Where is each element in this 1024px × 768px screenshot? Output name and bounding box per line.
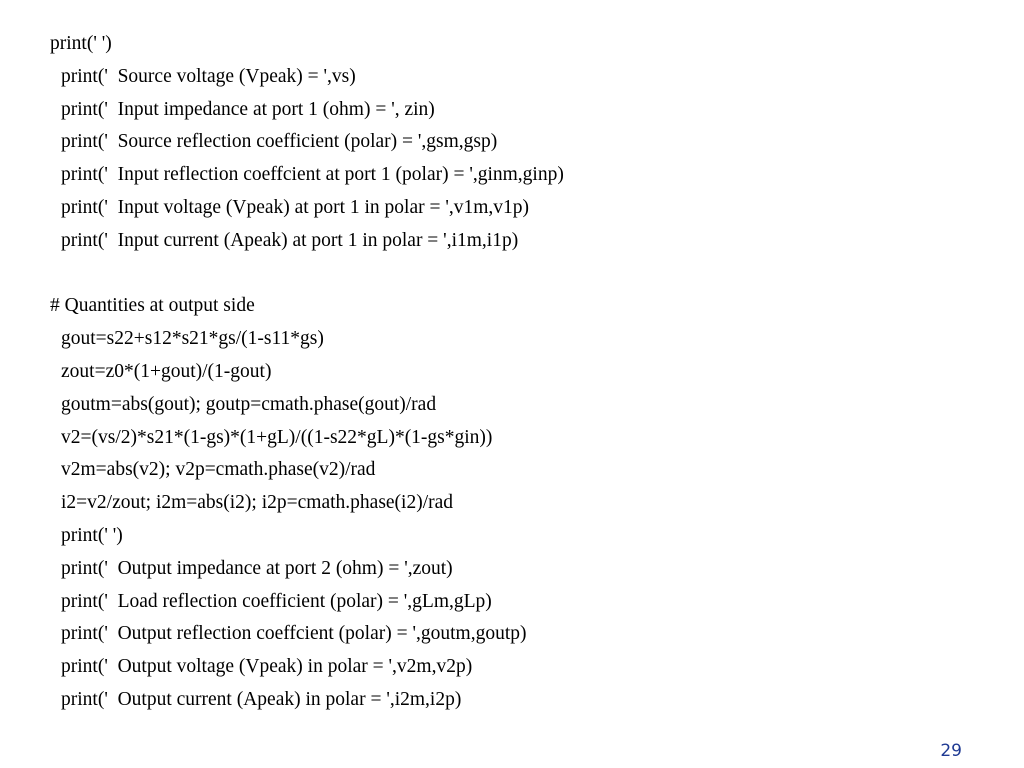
code-line: gout=s22+s12*s21*gs/(1-s11*gs) (61, 328, 324, 350)
page-number: 29 (940, 741, 962, 761)
code-line: print(' Input voltage (Vpeak) at port 1 in polar = ',v1m,v1p) (61, 196, 530, 218)
code-line: print(' ') (61, 524, 123, 546)
code-line: print(' Output reflection coeffcient (polar) = ',goutm,goutp) (61, 623, 527, 645)
code-line: print(' Output current (Apeak) in polar = ',i2m,i2p) (61, 688, 462, 710)
code-line: print(' ') (50, 33, 112, 54)
code-line: print(' Source reflection coefficient (polar) = ',gsm,gsp) (61, 131, 498, 153)
code-line: print(' Input reflection coeffcient at port 1 (polar) = ',ginm,ginp) (61, 164, 564, 186)
code-line: zout=z0*(1+gout)/(1-gout) (61, 360, 272, 382)
code-line: print(' Input impedance at port 1 (ohm) = ', zin) (61, 98, 435, 120)
code-line: print(' Load reflection coefficient (polar) = ',gLm,gLp) (61, 590, 492, 612)
code-line: print(' Input current (Apeak) at port 1 in polar = ',i1m,i1p) (61, 229, 519, 251)
code-line: v2m=abs(v2); v2p=cmath.phase(v2)/rad (61, 459, 376, 481)
code-line: goutm=abs(gout); goutp=cmath.phase(gout)/rad (61, 393, 437, 415)
code-block (0, 28, 1024, 717)
code-line: print(' Source voltage (Vpeak) = ',vs) (61, 65, 356, 87)
blank-line (0, 258, 1024, 291)
code-line: print(' Output impedance at port 2 (ohm) = ',zout) (61, 557, 453, 579)
code-line: print(' Output voltage (Vpeak) in polar = ',v2m,v2p) (61, 656, 473, 678)
code-line: i2=v2/zout; i2m=abs(i2); i2p=cmath.phase(i2)/rad (61, 492, 454, 514)
code-comment: # Quantities at output side (50, 295, 255, 317)
code-line: v2=(vs/2)*s21*(1-gs)*(1+gL)/((1-s22*gL)*(1-gs*gin)) (61, 426, 493, 448)
